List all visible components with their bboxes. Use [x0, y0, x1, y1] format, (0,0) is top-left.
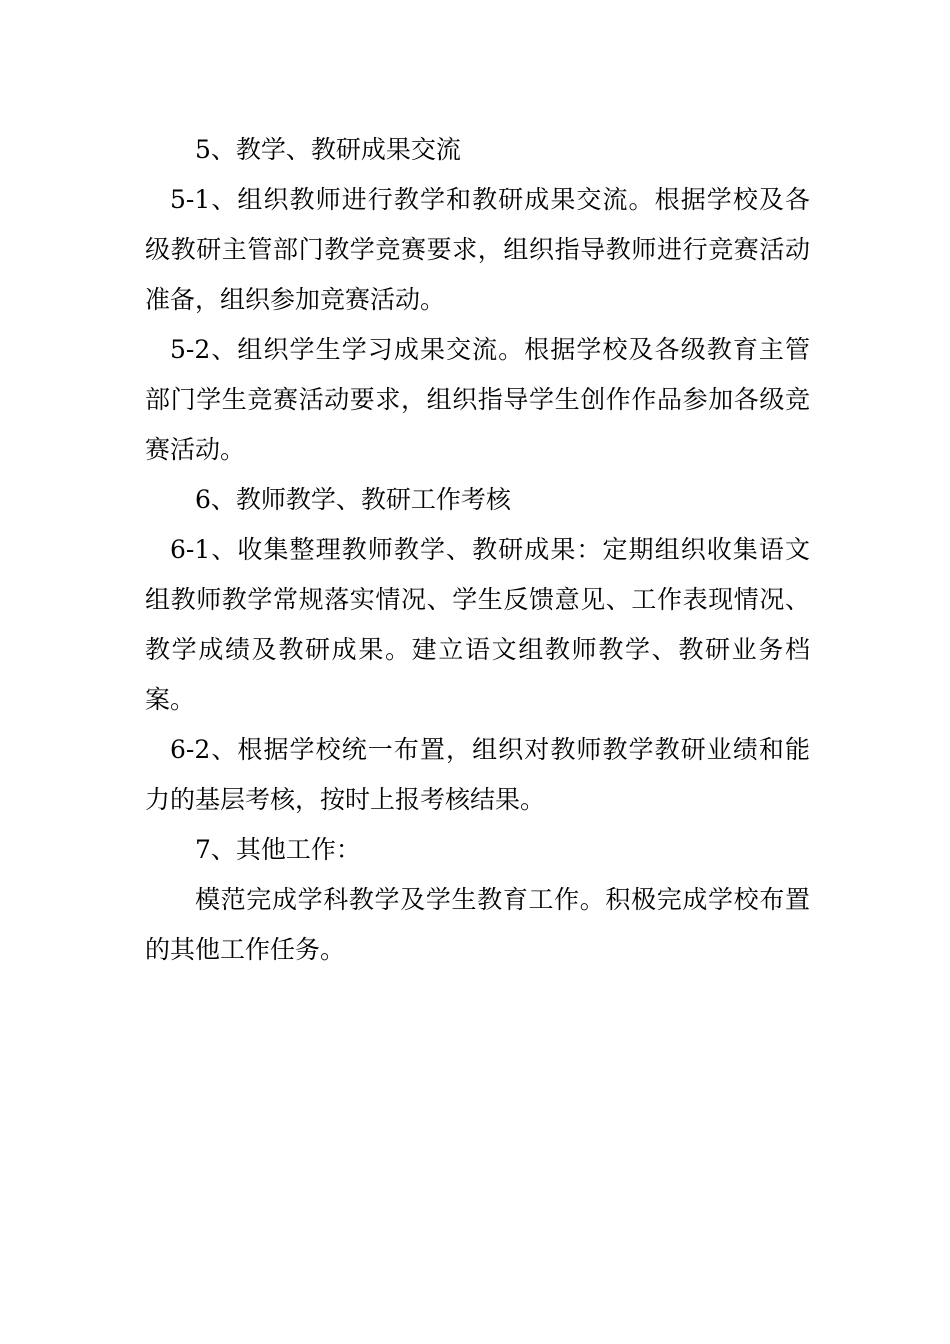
paragraph-6-1: 6-1、收集整理教师教学、教研成果：定期组织收集语文组教师教学常规落实情况、学生反馈意见、工作表现情况、教学成绩及教研成果。建立语文组教师教学、教研业务档案。: [145, 535, 810, 714]
section-heading-5: 5、教学、教研成果交流: [195, 135, 461, 164]
paragraph-7: 模范完成学科教学及学生教育工作。积极完成学校布置的其他工作任务。: [145, 885, 810, 964]
paragraph-5-2: 5-2、组织学生学习成果交流。根据学校及各级教育主管部门学生竞赛活动要求，组织指导学生创作作品参加各级竞赛活动。: [145, 335, 810, 464]
paragraph-6-2: 6-2、根据学校统一布置，组织对教师教学教研业绩和能力的基层考核，按时上报考核结果。: [145, 735, 810, 814]
section-heading-7: 7、其他工作：: [195, 835, 361, 864]
document-body: [145, 125, 810, 975]
paragraph-5-1: 5-1、组织教师进行教学和教研成果交流。根据学校及各级教研主管部门教学竞赛要求，组织指导教师进行竞赛活动准备，组织参加竞赛活动。: [145, 185, 810, 314]
section-heading-6: 6、教师教学、教研工作考核: [195, 485, 511, 514]
